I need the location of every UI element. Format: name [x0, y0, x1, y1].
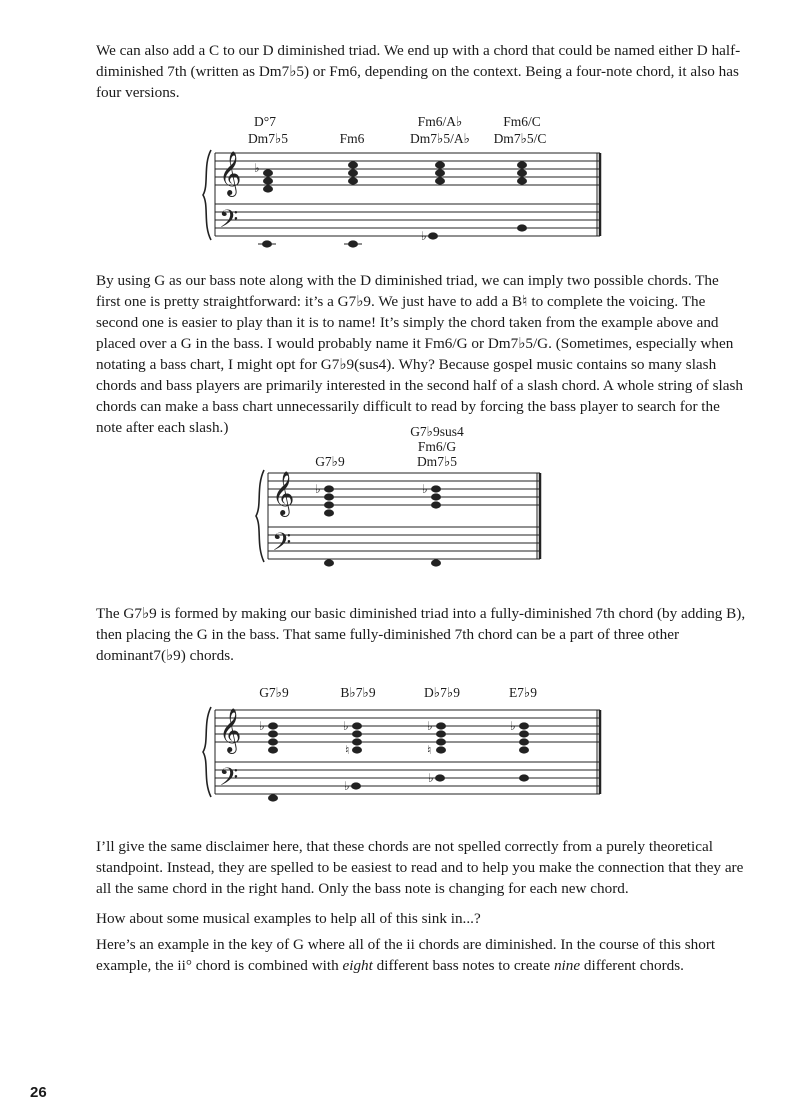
chord-label: Fm6/G [417, 439, 457, 454]
chord-notes [259, 719, 529, 802]
chord-label: Fm6/C [503, 114, 541, 129]
svg-text:♭: ♭ [254, 161, 260, 175]
svg-text:♭: ♭ [427, 719, 433, 733]
chord-label: D°7 [254, 114, 276, 129]
paragraph-disclaimer: I’ll give the same disclaimer here, that these chords are not spelled correctly from a purely theoretical standpoint. Instead, they are spelled to be easiest to read and to help you make the connection that they are all the same chord in the right hand. Only the bass note is changing for each new chord. [96, 838, 744, 897]
emphasis-nine: nine [553, 957, 581, 974]
svg-text:♭: ♭ [428, 771, 434, 785]
paragraph-example-intro: Here’s an example in the key of G where all of the ii chords are diminished. In the course of this short example, the ii° chord is combined with eight different bass notes to create nine different chords. [96, 936, 716, 974]
page-number: 26 [30, 1084, 47, 1101]
chord-label: Dm7♭5/A♭ [410, 131, 470, 146]
chord-label: Dm7♭5/C [493, 131, 547, 146]
treble-clef-icon: 𝄞 [272, 471, 295, 515]
bass-clef-icon: 𝄢 [219, 763, 239, 798]
paragraph-question: How about some musical examples to help all of this sink in...? [96, 910, 481, 927]
svg-text:♭: ♭ [343, 719, 349, 733]
svg-text:♭: ♭ [422, 482, 428, 496]
chord-label: Fm6/A♭ [417, 114, 463, 129]
chord-label: E7♭9 [508, 685, 538, 700]
svg-text:♮: ♮ [345, 743, 350, 757]
svg-text:♮: ♮ [427, 743, 432, 757]
chord-label: G7♭9 [259, 685, 289, 700]
chord-label: D♭7♭9 [424, 685, 460, 700]
paragraph-intro: We can also add a C to our D diminished triad. We end up with a chord that could be named either D half-diminished 7th (written as Dm7♭5) or Fm6, depending on the context. Being a four-note chord, it also has four versions. [96, 42, 741, 101]
chord-label: G7♭9sus4 [410, 424, 464, 439]
paragraph-bass-note: By using G as our bass note along with the D diminished triad, we can imply two possible chords. The first one is pretty straightforward: it’s a G7♭9. We just have to add a B♮ to complete the voicing. The second one is easier to play than it is to name! It’s simply the chord taken from the example above and placed over a G in the bass. I would probably name it Fm6/G or Dm7♭5/G. (Sometimes, especially when notating a bass chart, I might opt for G7♭9(sus4). Why? Because gospel music contains so many slash chords and bass players are primarily interested in the second half of a slash chord. A whole string of slash chords can make a bass chart unnecessarily difficult to read by forcing the bass player to search for the note after each slash.) [96, 272, 743, 436]
svg-text:♭: ♭ [421, 229, 427, 243]
bass-clef-icon: 𝄢 [272, 528, 292, 563]
treble-clef-icon: 𝄞 [219, 151, 242, 195]
svg-text:♭: ♭ [510, 719, 516, 733]
chord-label: Fm6 [339, 131, 365, 146]
emphasis-eight: eight [342, 957, 373, 974]
svg-text:♭: ♭ [315, 482, 321, 496]
chord-label: Dm7♭5 [247, 131, 289, 146]
chord-label: Dm7♭5 [416, 454, 458, 469]
chord-label: B♭7♭9 [340, 685, 376, 700]
chord-label: G7♭9 [315, 454, 345, 469]
svg-text:♭: ♭ [344, 779, 350, 793]
bass-clef-icon: 𝄢 [219, 205, 239, 240]
svg-text:♭: ♭ [259, 719, 265, 733]
paragraph-fully-diminished: The G7♭9 is formed by making our basic diminished triad into a fully-diminished 7th chord (by adding B), then placing the G in the bass. That same fully-diminished 7th chord can be a part of three other dominant7(♭9) chords. [96, 605, 746, 664]
treble-clef-icon: 𝄞 [219, 708, 242, 752]
